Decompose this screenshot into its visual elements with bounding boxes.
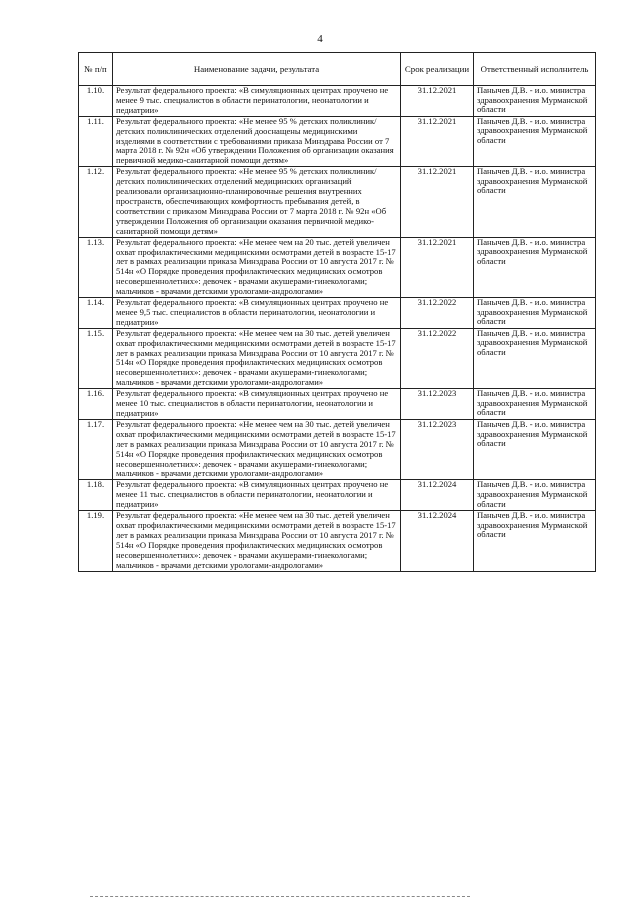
row-responsible: Панычев Д.В. - и.о. министра здравоохранения Мурманской области xyxy=(474,328,596,388)
page-number: 4 xyxy=(317,33,323,45)
table-row xyxy=(79,298,596,329)
table-row xyxy=(79,511,596,571)
row-due-date: 31.12.2021 xyxy=(401,116,474,167)
row-number: 1.15. xyxy=(79,328,113,388)
row-task: Результат федерального проекта: «В симуляционных центрах проучено не менее 10 тыс. специалистов в области перинатологии, неонатологии и педиатрии» xyxy=(113,389,401,420)
row-responsible: Панычев Д.В. - и.о. министра здравоохранения Мурманской области xyxy=(474,389,596,420)
row-due-date: 31.12.2024 xyxy=(401,480,474,511)
table-row xyxy=(79,480,596,511)
row-task: Результат федерального проекта: «Не менее 95 % детских поликлиник/детских поликлинических отделений медицинских организаций реализовали организационно-планировочные решения внутренних пространств, обеспечивающих комфортность пребывания детей, в соответствии с приказом Минздрава России от 7 марта 2018 г. № 92н «Об утверждении Положения об организации оказания первичной медико-санитарной помощи детям» xyxy=(113,167,401,237)
row-responsible: Панычев Д.В. - и.о. министра здравоохранения Мурманской области xyxy=(474,419,596,479)
row-task: Результат федерального проекта: «Не менее чем на 30 тыс. детей увеличен охват профилактическими медицинскими осмотрами детей в возрасте 15-17 лет в рамках реализации приказа Минздрава России от 10 августа 2017 г. № 514н «О Порядке проведения профилактических медицинских осмотров несовершеннолетних»: девочек - врачами акушерами-гинекологами; мальчиков - врачами детскими урологами-андрологами» xyxy=(113,328,401,388)
row-number: 1.13. xyxy=(79,237,113,297)
table-row xyxy=(79,419,596,479)
row-due-date: 31.12.2021 xyxy=(401,237,474,297)
row-responsible: Панычев Д.В. - и.о. министра здравоохранения Мурманской области xyxy=(474,298,596,329)
row-task: Результат федерального проекта: «Не менее 95 % детских поликлиник/детских поликлинических отделений дооснащены медицинскими изделиями в соответствии с требованиями приказа Минздрава России от 7 марта 2018 г. № 92н «Об утверждении Положения об организации оказания первичной медико-санитарной помощи детям» xyxy=(113,116,401,167)
row-number: 1.14. xyxy=(79,298,113,329)
table-row xyxy=(79,167,596,237)
row-number: 1.16. xyxy=(79,389,113,420)
row-task: Результат федерального проекта: «Не менее чем на 30 тыс. детей увеличен охват профилактическими медицинскими осмотрами детей в возрасте 15-17 лет в рамках реализации приказа Минздрава России от 10 августа 2017 г. № 514н «О Порядке проведения профилактических медицинских осмотров несовершеннолетних»: девочек - врачами акушерами-гинекологами; мальчиков - врачами детскими урологами-андрологами» xyxy=(113,511,401,571)
row-number: 1.17. xyxy=(79,419,113,479)
row-due-date: 31.12.2022 xyxy=(401,298,474,329)
row-task: Результат федерального проекта: «Не менее чем на 20 тыс. детей увеличен охват профилактическими медицинскими осмотрами детей в возрасте 15-17 лет в рамках реализации приказа Минздрава России от 10 августа 2017 г. № 514н «О Порядке проведения профилактических медицинских осмотров несовершеннолетних»: девочек - врачами акушерами-гинекологами; мальчиков - врачами детскими урологами-андрологами» xyxy=(113,237,401,297)
header-task: Наименование задачи, результата xyxy=(113,53,401,86)
row-responsible: Панычев Д.В. - и.о. министра здравоохранения Мурманской области xyxy=(474,237,596,297)
row-due-date: 31.12.2021 xyxy=(401,167,474,237)
row-number: 1.19. xyxy=(79,511,113,571)
row-task: Результат федерального проекта: «В симуляционных центрах проучено не менее 11 тыс. специалистов в области перинатологии, неонатологии и педиатрии» xyxy=(113,480,401,511)
row-responsible: Панычев Д.В. - и.о. министра здравоохранения Мурманской области xyxy=(474,511,596,571)
table-row xyxy=(79,116,596,167)
row-number: 1.18. xyxy=(79,480,113,511)
row-due-date: 31.12.2021 xyxy=(401,86,474,117)
row-due-date: 31.12.2022 xyxy=(401,328,474,388)
row-responsible: Панычев Д.В. - и.о. министра здравоохранения Мурманской области xyxy=(474,167,596,237)
row-task: Результат федерального проекта: «В симуляционных центрах проучено не менее 9 тыс. специалистов в области перинатологии, неонатологии и педиатрии» xyxy=(113,86,401,117)
scan-artifact-line xyxy=(90,896,470,899)
row-due-date: 31.12.2023 xyxy=(401,389,474,420)
header-responsible: Ответственный исполнитель xyxy=(474,53,596,86)
row-due-date: 31.12.2023 xyxy=(401,419,474,479)
row-number: 1.12. xyxy=(79,167,113,237)
row-due-date: 31.12.2024 xyxy=(401,511,474,571)
table-row xyxy=(79,328,596,388)
table-row xyxy=(79,86,596,117)
table-header-row xyxy=(79,53,596,86)
row-task: Результат федерального проекта: «В симуляционных центрах проучено не менее 9,5 тыс. специалистов в области перинатологии, неонатологии и педиатрии» xyxy=(113,298,401,329)
header-due: Срок реализации xyxy=(401,53,474,86)
row-responsible: Панычев Д.В. - и.о. министра здравоохранения Мурманской области xyxy=(474,116,596,167)
table-body xyxy=(79,86,596,572)
table-row xyxy=(79,237,596,297)
row-number: 1.11. xyxy=(79,116,113,167)
row-responsible: Панычев Д.В. - и.о. министра здравоохранения Мурманской области xyxy=(474,86,596,117)
table-row xyxy=(79,389,596,420)
header-num: № п/п xyxy=(79,53,113,86)
tasks-table xyxy=(78,52,596,572)
row-responsible: Панычев Д.В. - и.о. министра здравоохранения Мурманской области xyxy=(474,480,596,511)
row-task: Результат федерального проекта: «Не менее чем на 30 тыс. детей увеличен охват профилактическими медицинскими осмотрами детей в возрасте 15-17 лет в рамках реализации приказа Минздрава России от 10 августа 2017 г. № 514н «О Порядке проведения профилактических медицинских осмотров несовершеннолетних»: девочек - врачами акушерами-гинекологами; мальчиков - врачами детскими урологами-андрологами» xyxy=(113,419,401,479)
row-number: 1.10. xyxy=(79,86,113,117)
